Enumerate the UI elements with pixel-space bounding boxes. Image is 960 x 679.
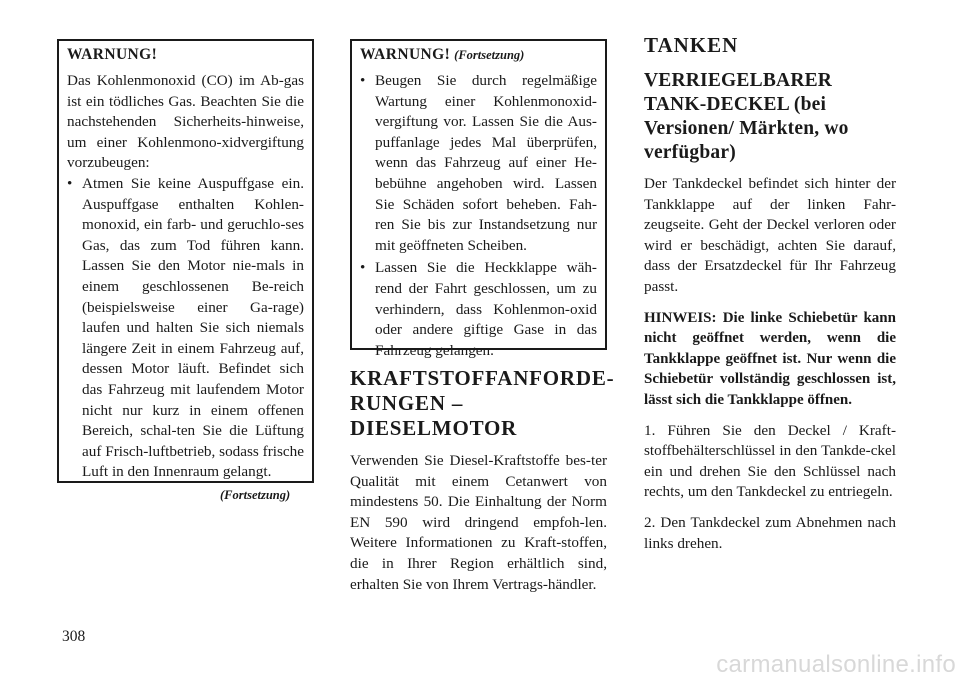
refuel-subheading: VERRIEGELBARER TANK-DECKEL (bei Versionen/ Märkten, wo verfügbar) — [644, 70, 849, 163]
refuel-step-2: 2. Den Tankdeckel zum Abnehmen nach links drehen. — [644, 513, 896, 552]
warning-title: WARNUNG! — [67, 46, 158, 63]
refuel-step-1: 1. Führen Sie den Deckel / Kraft-stoffbehälterschlüssel in den Tankde-ckel ein und drehen Sie den Schlüssel nach rechts, um den Tankdeckel zu entriegeln. — [644, 421, 896, 501]
bullet-text: Lassen Sie die Heckklappe wäh-rend der Fahrt geschlossen, um zu verhindern, dass Kohlenmon-oxid oder andere giftige Gase in das Fahrzeug gelangen. — [375, 259, 597, 359]
bullet-dot: • — [360, 259, 366, 277]
warning-intro: Das Kohlenmonoxid (CO) im Ab-gas ist ein tödliches Gas. Beachten Sie die nachstehenden Sicherheits-hinweise, um einer Kohlenmono-xidvergiftung vorzubeugen: — [67, 72, 304, 172]
refuel-heading: TANKEN — [644, 33, 739, 57]
diesel-section — [350, 366, 615, 595]
continued-label: (Fortsetzung) — [220, 488, 291, 502]
bullet-dot: • — [67, 174, 73, 192]
bullet-item — [360, 258, 597, 361]
refuel-section — [644, 33, 896, 554]
warning-box-middle — [350, 39, 607, 359]
warning-bullets — [360, 71, 597, 361]
watermark: carmanualsonline.info — [716, 651, 956, 678]
refuel-note: HINWEIS: Die linke Schiebetür kann nicht geöffnet werden, wenn die Tankklappe geöffnet ist. Nur wenn die Schiebetür vollständig geschlossen ist, lässt sich die Tankklappe öffnen. — [644, 309, 896, 408]
bullet-item — [67, 174, 304, 483]
refuel-paragraph: Der Tankdeckel befindet sich hinter der Tankklappe auf der linken Fahr-zeugseite. Geht der Deckel verloren oder wird er beschädigt, achten Sie darauf, dass der Ersatzdeckel für Ihr Fahrzeug passt. — [644, 175, 896, 295]
warning-box-left — [57, 39, 314, 483]
bullet-item — [360, 71, 597, 256]
bullet-text: Beugen Sie durch regelmäßige Wartung einer Kohlenmonoxid-vergiftung vor. Lassen Sie die Aus-puffanlage jedes Mal überprüfen, wenn das Fahrzeug auf einer He-bebühne angehoben wird. Lassen Sie Schäden sofort beheben. Fah-ren Sie bis zur Instandsetzung nur mit geöffneten Scheiben. — [375, 72, 597, 254]
warning-title-continued — [360, 45, 597, 65]
warning-bullets — [67, 174, 304, 483]
warning-continued: (Fortsetzung) — [454, 48, 525, 62]
bullet-dot: • — [360, 72, 366, 89]
diesel-paragraph: Verwenden Sie Diesel-Kraftstoffe bes-ter Qualität mit einem Cetanwert von mindestens 50. Die Einhaltung der Norm EN 590 wird dringend empfoh-len. Weitere Informationen zu Kraft-stoffen, die in Ihrer Region erhältlich sind, erhalten Sie von Ihrem Vertrags-händler. — [350, 452, 607, 593]
warning-title: WARNUNG! — [360, 46, 451, 63]
diesel-heading: KRAFTSTOFFANFORDE-RUNGEN – DIESELMOTOR — [350, 366, 615, 440]
page-number: 308 — [62, 628, 86, 645]
bullet-text: Atmen Sie keine Auspuffgase ein. Auspuffgase enthalten Kohlen-monoxid, ein farb- und geruchlo-ses Gas, das zum Tod führen kann. Lassen Sie den Motor nie-mals in einem geschlossenen Be-reich (beispielsweise einer Ga-rage) laufen und halten Sie sich niemals längere Zeit in einem Fahrzeug auf, dessen Motor läuft. Befindet sich das Fahrzeug mit laufendem Motor nicht nur kurz in einem offenen Bereich, schal-ten Sie die Lüftung auf Frisch-luftbetrieb, sodass frische Luft in den Innenraum gelangt. — [82, 174, 304, 481]
